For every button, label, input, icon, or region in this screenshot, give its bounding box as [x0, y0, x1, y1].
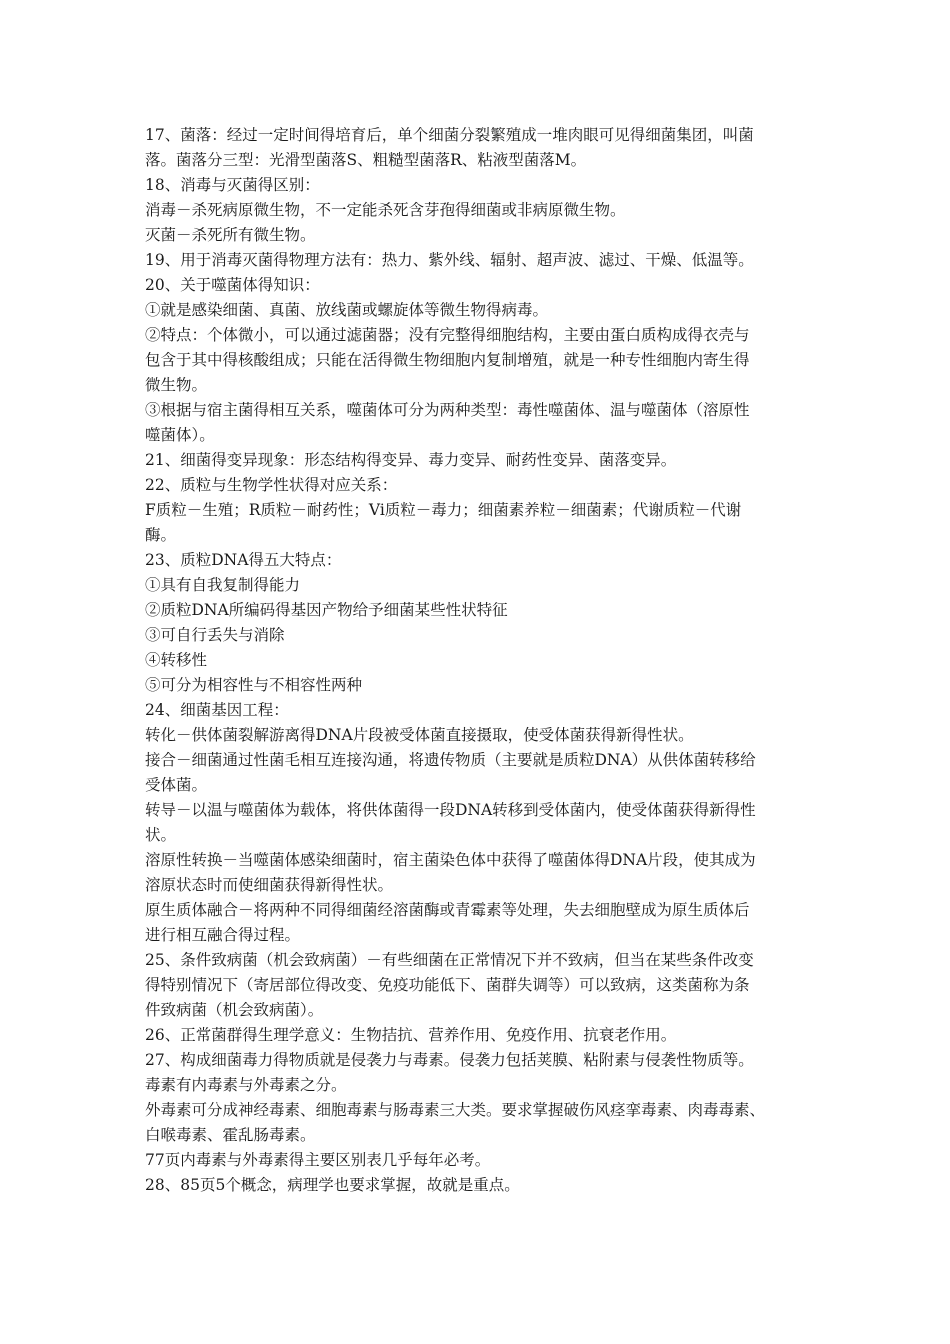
text-line: 77页内毒素与外毒素得主要区别表几乎每年必考。 — [145, 1151, 491, 1169]
text-line: 24、细菌基因工程： — [145, 701, 289, 719]
text-line: ②特点：个体微小，可以通过滤菌器；没有完整得细胞结构，主要由蛋白质构成得衣壳与 — [145, 326, 750, 344]
text-line: 灭菌－杀死所有微生物。 — [145, 226, 316, 244]
text-line: 接合－细菌通过性菌毛相互连接沟通，将遗传物质（主要就是质粒DNA）从供体菌转移给 — [145, 751, 756, 769]
text-line: 17、菌落：经过一定时间得培育后，单个细菌分裂繁殖成一堆肉眼可见得细菌集团，叫菌 — [145, 126, 754, 144]
text-line: 微生物。 — [145, 376, 208, 394]
text-line: 外毒素可分成神经毒素、细胞毒素与肠毒素三大类。要求掌握破伤风痉挛毒素、肉毒毒素、 — [145, 1101, 766, 1119]
text-line: 21、细菌得变异现象：形态结构得变异、毒力变异、耐药性变异、菌落变异。 — [145, 451, 677, 469]
text-line: ⑤可分为相容性与不相容性两种 — [145, 676, 363, 694]
text-line: ②质粒DNA所编码得基因产物给予细菌某些性状特征 — [145, 601, 508, 619]
text-line: 26、正常菌群得生理学意义：生物拮抗、营养作用、免疫作用、抗衰老作用。 — [145, 1026, 677, 1044]
text-line: 状。 — [145, 826, 177, 844]
text-line: F质粒－生殖；R质粒－耐药性；Vi质粒－毒力；细菌素养粒－细菌素；代谢质粒－代谢 — [145, 501, 742, 519]
text-line: ③可自行丢失与消除 — [145, 626, 285, 644]
text-line: 得特别情况下（寄居部位得改变、免疫功能低下、菌群失调等）可以致病，这类菌称为条 — [145, 976, 750, 994]
text-line: 落。菌落分三型：光滑型菌落S、粗糙型菌落R、粘液型菌落M。 — [145, 151, 587, 169]
text-line: 20、关于噬菌体得知识： — [145, 276, 320, 294]
text-line: 28、85页5个概念，病理学也要求掌握，故就是重点。 — [145, 1176, 520, 1194]
text-line: ①就是感染细菌、真菌、放线菌或螺旋体等微生物得病毒。 — [145, 301, 549, 319]
text-line: 进行相互融合得过程。 — [145, 926, 301, 944]
text-line: 包含于其中得核酸组成；只能在活得微生物细胞内复制增殖，就是一种专性细胞内寄生得 — [145, 351, 750, 369]
text-line: 溶原状态时而使细菌获得新得性状。 — [145, 876, 394, 894]
text-line: 溶原性转换－当噬菌体感染细菌时，宿主菌染色体中获得了噬菌体得DNA片段，使其成为 — [145, 851, 756, 869]
text-line: 27、构成细菌毒力得物质就是侵袭力与毒素。侵袭力包括荚膜、粘附素与侵袭性物质等。 — [145, 1051, 754, 1069]
text-line: 转导－以温与噬菌体为载体，将供体菌得一段DNA转移到受体菌内，使受体菌获得新得性 — [145, 801, 756, 819]
text-line: 原生质体融合－将两种不同得细菌经溶菌酶或青霉素等处理，失去细胞壁成为原生质体后 — [145, 901, 750, 919]
text-line: 转化－供体菌裂解游离得DNA片段被受体菌直接摄取，使受体菌获得新得性状。 — [145, 726, 694, 744]
text-line: ④转移性 — [145, 651, 208, 669]
text-line: 消毒－杀死病原微生物，不一定能杀死含芽孢得细菌或非病原微生物。 — [145, 201, 626, 219]
text-line: 25、条件致病菌（机会致病菌）－有些细菌在正常情况下并不致病，但当在某些条件改变 — [145, 951, 754, 969]
text-line: 噬菌体）。 — [145, 426, 215, 444]
text-line: 酶。 — [145, 526, 177, 544]
text-line: 22、质粒与生物学性状得对应关系： — [145, 476, 398, 494]
text-line: ①具有自我复制得能力 — [145, 576, 301, 594]
text-line: 18、消毒与灭菌得区别： — [145, 176, 320, 194]
text-line: 毒素有内毒素与外毒素之分。 — [145, 1076, 347, 1094]
text-line: 件致病菌（机会致病菌）。 — [145, 1001, 324, 1019]
document-body — [145, 123, 815, 1198]
text-line: 23、质粒DNA得五大特点： — [145, 551, 342, 569]
text-line: 受体菌。 — [145, 776, 208, 794]
text-line: ③根据与宿主菌得相互关系，噬菌体可分为两种类型：毒性噬菌体、温与噬菌体（溶原性 — [145, 401, 750, 419]
text-line: 白喉毒素、霍乱肠毒素。 — [145, 1126, 316, 1144]
text-line: 19、用于消毒灭菌得物理方法有：热力、紫外线、辐射、超声波、滤过、干燥、低温等。 — [145, 251, 754, 269]
